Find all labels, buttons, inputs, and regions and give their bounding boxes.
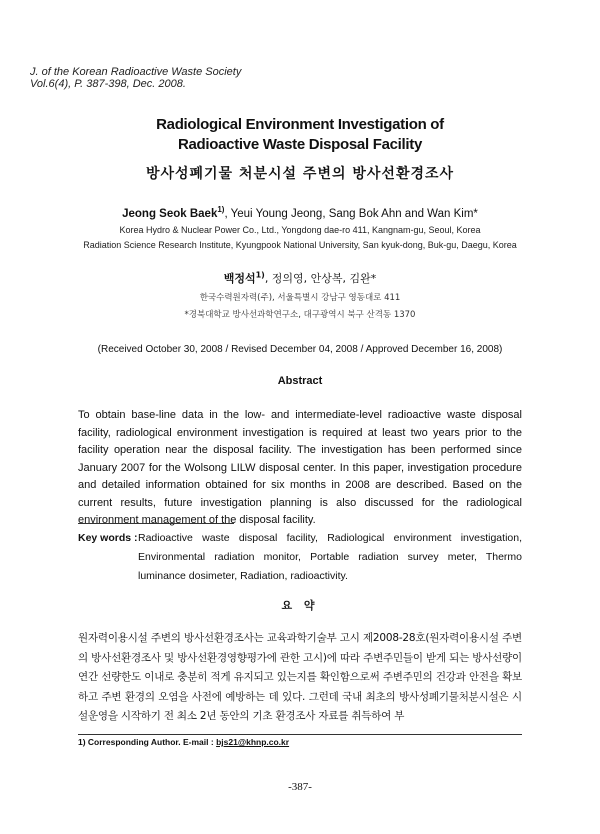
journal-name: J. of the Korean Radioactive Waste Society xyxy=(30,66,242,78)
footnote-label: 1) Corresponding Author. E-mail : xyxy=(78,737,214,747)
korean-abstract-text: 원자력이용시설 주변의 방사선환경조사는 교육과학기술부 고시 제2008-28호(원자력이용시설 주변의 방사선환경조사 및 방사선환경영향평가에 관한 고시)에 따라 주변주민들이 받게 되는 방사선량이 연간 선량한도 이내로 충분히 적게 유지되고 있는지를 확인함으로써 주변주민의 건강과 안전을 확보하고 주변 환경의 오염을 사전에 예방하는 데 있다. 그런데 국내 최초의 방사성폐기물처분시설은 시설운영을 시작하기 전 최소 2년 동안의 기초 환경조사 자료를 취득하여 부 xyxy=(78,632,522,722)
title-line-2: Radioactive Waste Disposal Facility xyxy=(177,136,423,153)
authors-korean xyxy=(0,270,600,286)
title-line-1: Radiological Environment Investigation of xyxy=(156,116,444,133)
affiliation-1: Korea Hydro & Nuclear Power Co., Ltd., Yongdong dae-ro 411, Kangnam-gu, Seoul, Korea xyxy=(119,225,481,235)
footnote xyxy=(78,737,289,747)
title-korean: 방사성폐기물 처분시설 주변의 방사선환경조사 xyxy=(145,166,455,182)
coauthors: , Yeui Young Jeong, Sang Bok Ahn and Wan Kim* xyxy=(224,207,478,220)
journal-citation xyxy=(30,66,241,90)
affiliation-2: Radiation Science Research Institute, Kyungpook National University, San kyuk-dong, Buk-gu, Daegu, Korea xyxy=(83,240,517,250)
title-english xyxy=(0,115,600,155)
affiliation-korean-2: *경북대학교 방사선과학연구소, 대구광역시 북구 산격동 1370 xyxy=(184,310,416,320)
journal-volume: Vol.6(4), P. 387-398, Dec. 2008. xyxy=(30,78,186,90)
corresponding-email-link[interactable]: bjs21@khnp.co.kr xyxy=(216,737,290,747)
page-number: -387- xyxy=(288,781,312,793)
abstract-heading: Abstract xyxy=(277,375,323,387)
first-author: Jeong Seok Baek$^{1)}$ xyxy=(122,205,225,220)
korean-abstract-heading: 요 약 xyxy=(281,599,319,612)
keywords-divider xyxy=(78,523,234,524)
affiliation-korean-1: 한국수력원자력(주), 서울특별시 강남구 영동대로 411 xyxy=(199,293,401,303)
footnote-divider xyxy=(78,734,522,735)
keywords-text: Radioactive waste disposal facility, Radiological environment investigation, Environmental radiation monitor, Portable radiation survey meter, Thermo luminance dosimeter, Radiation, radioactivity. xyxy=(138,532,522,582)
abstract-text: To obtain base-line data in the low- and intermediate-level radioactive waste disposal facility, radiological environment investigation is required at least two years prior to the facility operation near the disposal facility. The investigation has been performed since January 2007 for the Wolsong LILW disposal center. In this paper, investigation procedure and detailed information obtained for six months in 2008 are described. Based on the current results, future investigation planning is also discussed for the radiological environment management of the disposal facility. xyxy=(78,409,522,526)
first-author-korean: 백정석$^{1)}$ xyxy=(223,270,265,285)
received-dates: (Received October 30, 2008 / Revised December 04, 2008 / Approved December 16, 2008) xyxy=(97,344,503,355)
coauthors-korean: , 정의영, 안상복, 김완* xyxy=(264,272,377,285)
keywords-label: Key words : xyxy=(78,532,138,544)
authors-english xyxy=(0,205,600,220)
